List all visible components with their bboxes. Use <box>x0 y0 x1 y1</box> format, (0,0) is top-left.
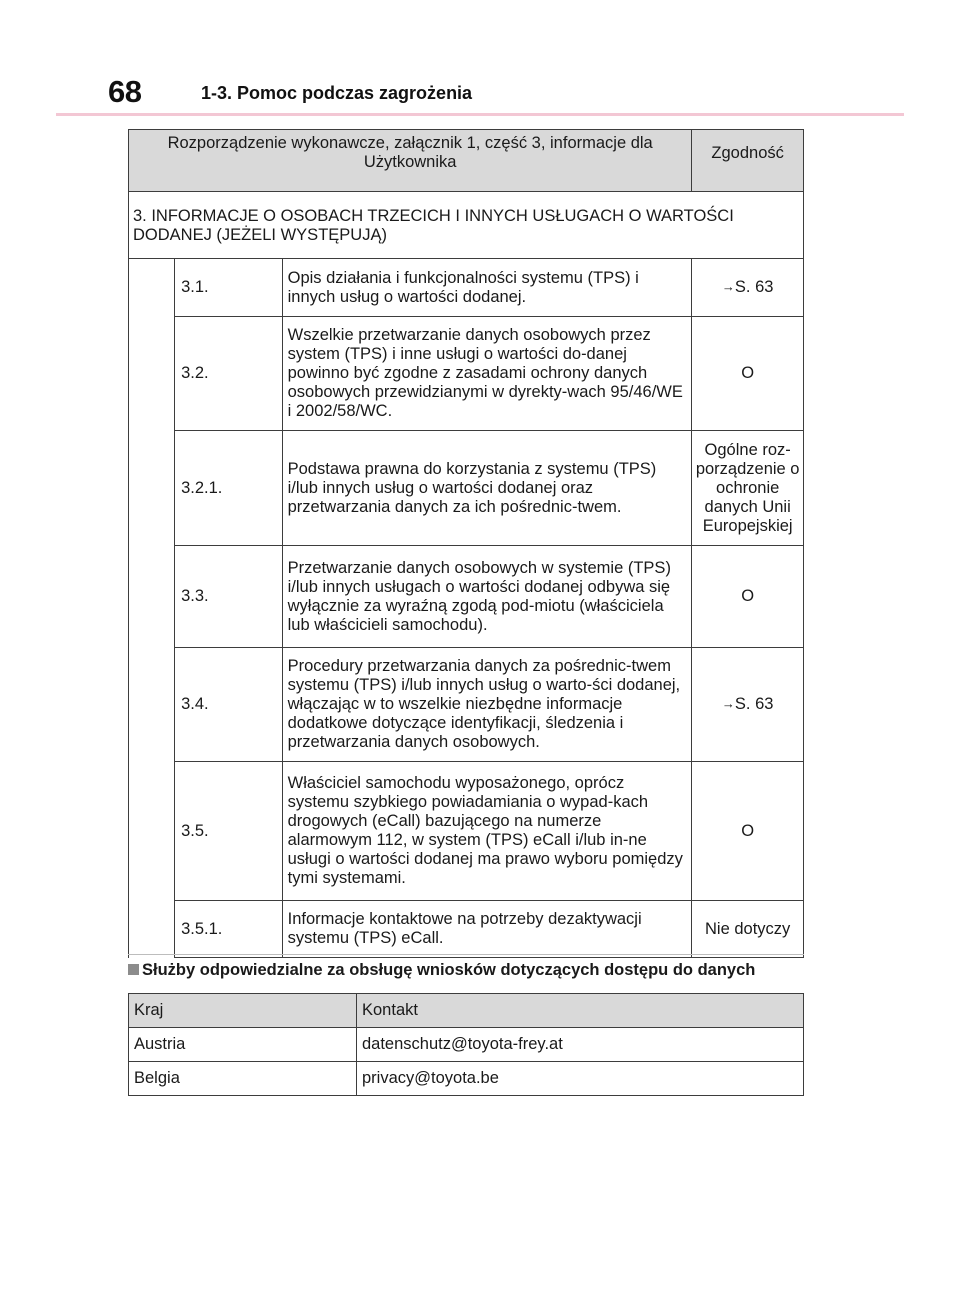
country-cell: Belgia <box>129 1062 357 1096</box>
table-row <box>129 546 804 648</box>
contact-header: Kontakt <box>357 994 804 1028</box>
page-header <box>0 0 960 118</box>
section-heading-row <box>129 192 804 259</box>
compliance-header: Zgodność <box>692 130 804 192</box>
table-row <box>129 1028 804 1062</box>
header-divider <box>56 113 904 116</box>
row-description: Procedury przetwarzania danych za pośrednic-twem systemu (TPS) i/lub innych usług o warto-ści dodanej, włączając w to wszelkie niezbędne informacje dodatkowe dotyczące identyfikacji, śledzenia i przetwarzania danych osobowych. <box>282 648 692 762</box>
table-row <box>129 431 804 546</box>
row-description: Informacje kontaktowe na potrzeby dezaktywacji systemu (TPS) eCall. <box>282 901 692 958</box>
row-number: 3.5. <box>175 762 283 901</box>
row-compliance: Ogólne roz-porządzenie o ochronie danych Unii Europejskiej <box>692 431 804 546</box>
table-row <box>129 259 804 317</box>
country-cell: Austria <box>129 1028 357 1062</box>
table-header-row <box>129 994 804 1028</box>
section-heading: 3. INFORMACJE O OSOBACH TRZECICH I INNYCH USŁUGACH O WARTOŚCI DODANEJ (JEŻELI WYSTĘPUJĄ) <box>129 192 804 259</box>
indent-column <box>129 259 175 958</box>
country-header: Kraj <box>129 994 357 1028</box>
row-description: Podstawa prawna do korzystania z systemu (TPS) i/lub innych usług o wartości dodanej oraz przetwarzania danych za ich pośrednic-twem. <box>282 431 692 546</box>
table-row <box>129 1062 804 1096</box>
row-compliance: O <box>692 546 804 648</box>
subheading-text: Służby odpowiedzialne za obsługę wniosków dotyczących dostępu do danych <box>142 961 756 979</box>
row-number: 3.5.1. <box>175 901 283 958</box>
table-row <box>129 648 804 762</box>
row-description: Opis działania i funkcjonalności systemu (TPS) i innych usług o wartości dodanej. <box>282 259 692 317</box>
regulation-header: Rozporządzenie wykonawcze, załącznik 1, część 3, informacje dla Użytkownika <box>129 130 692 192</box>
row-description: Przetwarzanie danych osobowych w systemie (TPS) i/lub innych usługach o wartości dodanej odbywa się wyłącznie za wyraźną zgodą pod-miotu (właściciela lub właścicieli samochodu). <box>282 546 692 648</box>
row-description: Właściciel samochodu wyposażonego, oprócz systemu szybkiego powiadamiania o wypad-kach drogowych (eCall) bazującego na numerze alarmowym 112, w system (TPS) eCall i/lub in-ne usługi o wartości dodanej ma prawo wyboru pomiędzy tymi systemami. <box>282 762 692 901</box>
contact-email: privacy@toyota.be <box>357 1062 804 1096</box>
table-row <box>129 901 804 958</box>
subheading <box>128 961 755 980</box>
row-compliance <box>692 648 804 762</box>
row-compliance <box>692 259 804 317</box>
row-number: 3.2.1. <box>175 431 283 546</box>
table-row <box>129 762 804 901</box>
square-bullet-icon <box>128 964 139 975</box>
section-divider <box>128 954 804 955</box>
table-row <box>129 317 804 431</box>
arrow-right-icon: → <box>721 696 735 711</box>
row-compliance: O <box>692 317 804 431</box>
row-number: 3.3. <box>175 546 283 648</box>
row-number: 3.1. <box>175 259 283 317</box>
page-reference: S. 63 <box>734 278 774 296</box>
table-header-row <box>129 130 804 192</box>
compliance-table <box>128 129 804 958</box>
contact-table <box>128 993 804 1096</box>
page-number: 68 <box>108 74 142 109</box>
arrow-right-icon: → <box>721 279 735 294</box>
contact-email: datenschutz@toyota-frey.at <box>357 1028 804 1062</box>
row-number: 3.4. <box>175 648 283 762</box>
section-title: 1-3. Pomoc podczas zagrożenia <box>201 83 473 103</box>
row-number: 3.2. <box>175 317 283 431</box>
row-description: Wszelkie przetwarzanie danych osobowych przez system (TPS) i inne usługi o wartości do-danej powinno być zgodne z zasadami ochrony danych osobowych przewidzianymi w dyrekty-wach 95/46/WE i 2002/58/WC. <box>282 317 692 431</box>
row-compliance: Nie dotyczy <box>692 901 804 958</box>
page-reference: S. 63 <box>734 695 774 713</box>
row-compliance: O <box>692 762 804 901</box>
